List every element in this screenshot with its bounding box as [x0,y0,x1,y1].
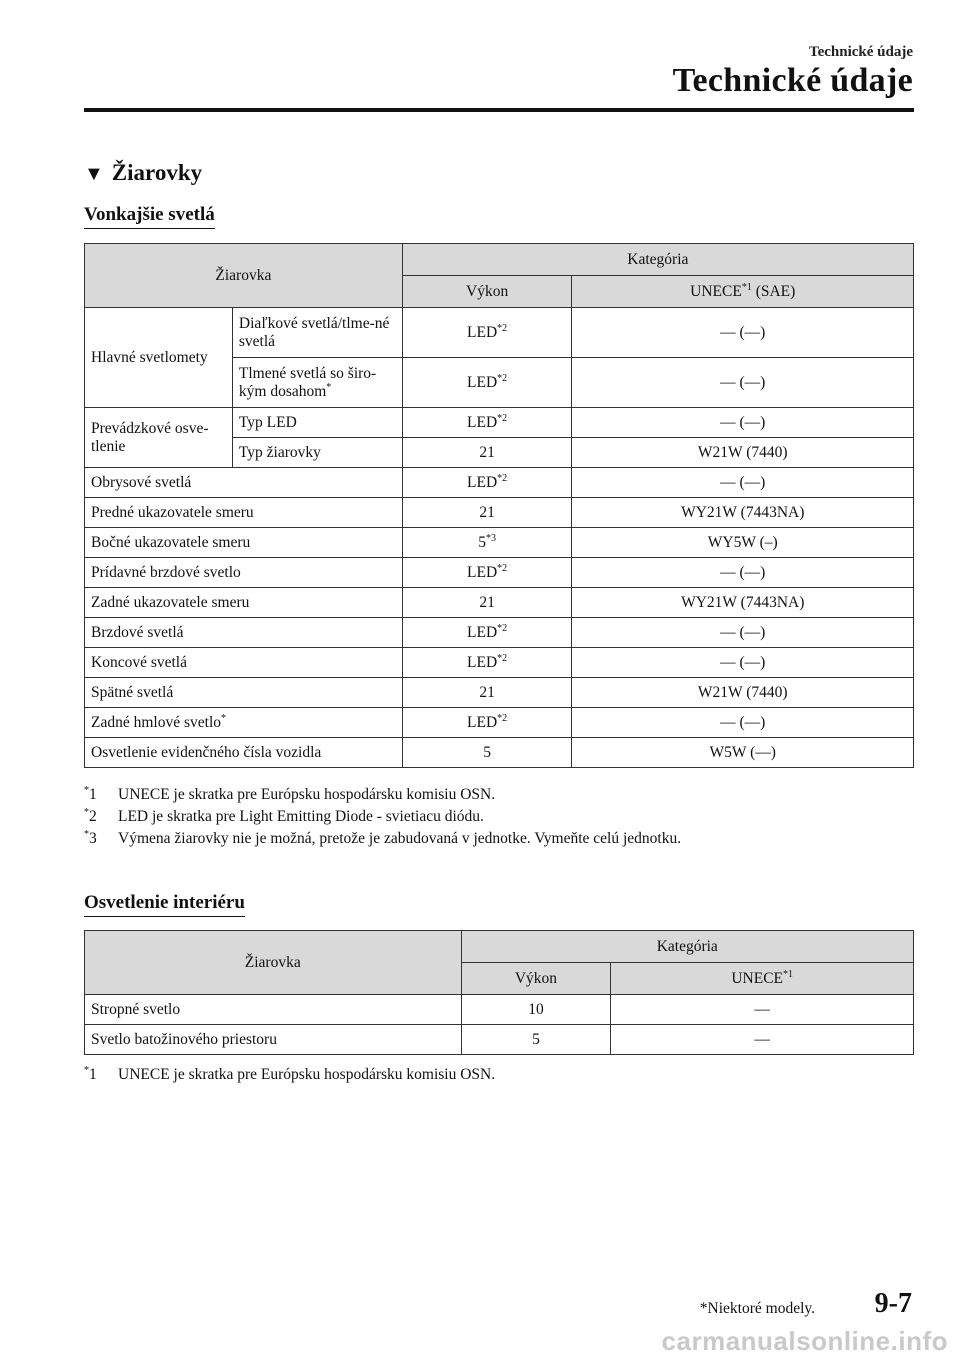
row-label-text: Zadné ukazovatele smeru [91,593,250,611]
header-power: Výkon [461,963,611,995]
footnote-text: Výmena žiarovky nie je možná, pretože je zabudovaná v jednotke. Vymeňte celú jednotku. [118,830,682,847]
row-category: WY21W (7443NA) [572,588,914,618]
row-power [402,648,572,678]
row-label-text: Prídavné brzdové svetlo [91,563,241,581]
row-category: — (—) [572,558,914,588]
chapter-big-title: Technické údaje [672,62,913,99]
header-rule [84,108,914,112]
footnote-mark: * [84,1064,89,1076]
footnote-mark: * [84,806,89,818]
section-title [84,160,202,186]
row-label [85,648,403,678]
table-row [85,618,914,648]
row-power-sup: *3 [485,532,496,544]
row-power [402,618,572,648]
row-power [402,588,572,618]
row-power-text: LED [467,713,498,731]
footnote-number [84,784,118,806]
table-row [85,308,914,358]
row-sublabel-high-beam: Diaľkové svetlá/tlme-né svetlá [232,308,402,358]
row-label-text: Bočné ukazovatele smeru [91,533,251,551]
row-power: LED$^{*2}$ [402,408,572,438]
row-power: 5 [461,1025,611,1055]
table-row [85,738,914,768]
row-category: — [611,995,914,1025]
footnote-num: 1 [89,1066,97,1083]
row-power [402,468,572,498]
row-power-text: 5 [478,533,486,551]
interior-lights-title: Osvetlenie interiéru [84,892,245,917]
row-power [402,498,572,528]
table-row [85,648,914,678]
row-label-sup: * [221,712,226,724]
row-label: Svetlo batožinového priestoru [85,1025,462,1055]
table-row [85,588,914,618]
row-power-text: LED [467,653,498,671]
row-category: — [611,1025,914,1055]
header-category: Kategória [461,931,913,963]
table-row [85,498,914,528]
row-label [85,618,403,648]
header-unece: UNECE$^{*1}$ (SAE) [572,276,914,308]
row-power [402,678,572,708]
row-label-text: Osvetlenie evidenčného čísla vozidla [91,743,322,761]
row-category: — (—) [572,618,914,648]
table-row [85,408,914,438]
row-power: 10 [461,995,611,1025]
row-label-text: Brzdové svetlá [91,623,184,641]
footnote-text: UNECE je skratka pre Európsku hospodársku komisiu OSN. [118,786,496,803]
row-label-text: Zadné hmlové svetlo [91,713,221,731]
footnote-num: 3 [89,830,97,847]
footer-note: *Niektoré modely. [699,1300,815,1317]
row-category: — (—) [572,358,914,408]
row-category: WY21W (7443NA) [572,498,914,528]
row-category: — (—) [572,648,914,678]
row-sublabel-led: Typ LED [232,408,402,438]
footnote-text: LED je skratka pre Light Emitting Diode - svietiacu diódu. [118,808,484,825]
row-category: — (—) [572,468,914,498]
exterior-lights-table [84,243,914,768]
row-power-sup: *2 [497,562,508,574]
table-row [85,468,914,498]
footnote [84,806,681,828]
row-label [85,738,403,768]
chapter-small-title: Technické údaje [808,44,913,60]
row-power: LED$^{*2}$ [402,308,572,358]
row-power-text: LED [467,473,498,491]
section-title-text: Žiarovky [111,160,203,185]
row-power-sup: *2 [497,652,508,664]
row-power-text: 21 [479,503,495,521]
row-power-sup: *2 [497,622,508,634]
row-power: 21 [402,438,572,468]
row-power [402,528,572,558]
row-power-text: 21 [479,593,495,611]
row-label [85,678,403,708]
row-category: — (—) [572,708,914,738]
footnote-num: 2 [89,808,97,825]
row-label [85,708,403,738]
row-power-text: LED [467,563,498,581]
interior-lights-table [84,930,914,1055]
row-label-text: Spätné svetlá [91,683,174,701]
footnote [84,828,681,850]
row-power-text: 5 [483,743,491,761]
exterior-footnotes [84,784,681,850]
row-label-drl: Prevádzkové osve-tlenie [85,408,233,468]
table-row [85,708,914,738]
header-bulb: Žiarovka [85,931,462,995]
row-category: WY5W (–) [572,528,914,558]
row-label-text: Predné ukazovatele smeru [91,503,254,521]
row-label-headlights: Hlavné svetlomety [85,308,233,408]
row-category: W5W (—) [572,738,914,768]
footnote-number [84,806,118,828]
row-category: W21W (7440) [572,438,914,468]
footnote-text: UNECE je skratka pre Európsku hospodársku komisiu OSN. [118,1066,496,1083]
header-unece: UNECE$^{*1}$ [611,963,914,995]
row-power-sup: *2 [497,712,508,724]
table-row [85,528,914,558]
row-power: LED$^{*2}$ [402,358,572,408]
table-row [85,558,914,588]
row-category: W21W (7440) [572,678,914,708]
table-row [85,1025,914,1055]
footnote-number [84,828,118,850]
exterior-lights-title: Vonkajšie svetlá [84,204,215,229]
row-power-sup: *2 [497,472,508,484]
row-power [402,738,572,768]
row-sublabel-low-beam: Tlmené svetlá so širo-kým dosahom* [232,358,402,408]
row-label-text: Koncové svetlá [91,653,187,671]
header-power: Výkon [402,276,572,308]
footnote [84,784,681,806]
row-power [402,558,572,588]
table-row [85,995,914,1025]
page-number: 9-7 [874,1288,912,1319]
header-category: Kategória [402,244,913,276]
footnote [84,1064,495,1086]
footnote-num: 1 [89,786,97,803]
row-label: Stropné svetlo [85,995,462,1025]
row-label [85,588,403,618]
footnote-number [84,1064,118,1086]
row-label [85,498,403,528]
row-label-text: Obrysové svetlá [91,473,192,491]
footnote-mark: * [84,828,89,840]
row-power-text: 21 [479,683,495,701]
table-row [85,678,914,708]
footnote-mark: * [84,784,89,796]
row-label [85,528,403,558]
row-label [85,468,403,498]
interior-footnotes [84,1064,495,1086]
row-category: — (—) [572,408,914,438]
triangle-down-icon: ▼ [84,163,104,185]
header-bulb: Žiarovka [85,244,403,308]
row-category: — (—) [572,308,914,358]
row-label [85,558,403,588]
watermark: carmanualsonline.info [661,1326,948,1356]
row-power [402,708,572,738]
row-power-text: LED [467,623,498,641]
row-sublabel-bulb: Typ žiarovky [232,438,402,468]
